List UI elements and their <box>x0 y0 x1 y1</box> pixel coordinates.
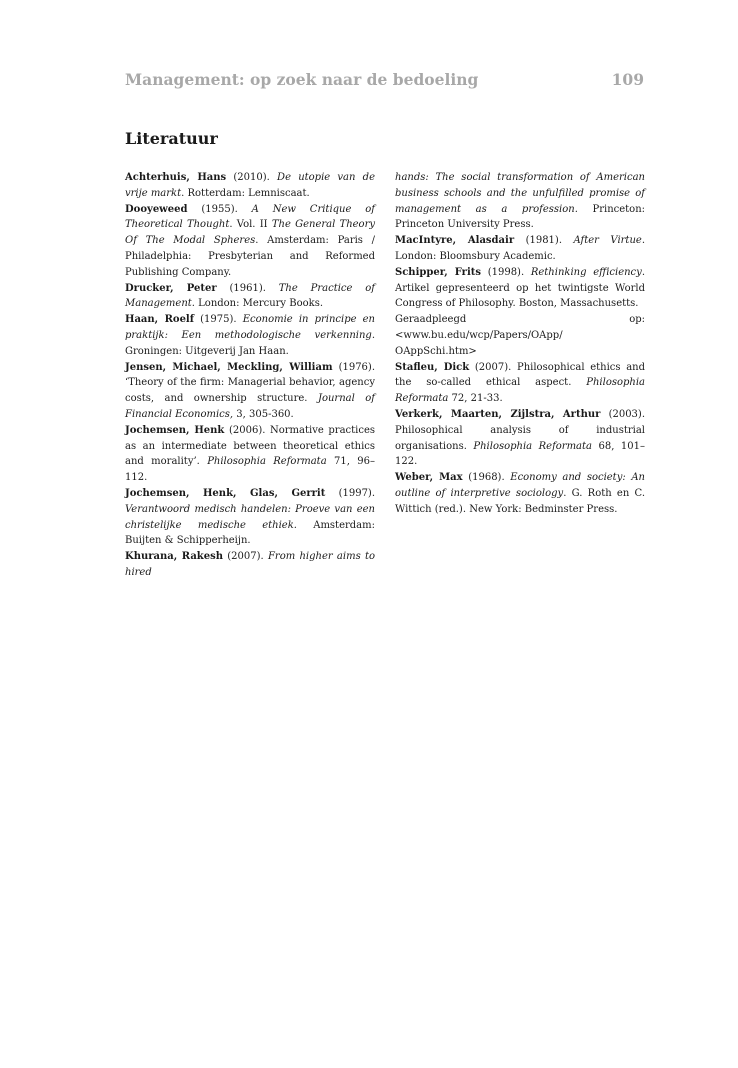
reference-text: . Amsterdam: Paris / Philadelphia: Presbyterian and Reformed Publishing Company. <box>125 235 376 278</box>
reference-title: De utopie van de vrije markt <box>125 172 375 199</box>
reference-text: (2003). Philosophical analysis of industrial organisations. <box>395 408 646 452</box>
reference-entry <box>125 312 375 359</box>
reference-text: (1975). <box>194 314 243 326</box>
reference-text: (1981). <box>514 235 574 247</box>
reference-text: (2006). Normative practices as an intermediate between theoretical ethics and morality’. <box>125 424 375 468</box>
reference-title: Philosophia Reformata <box>395 377 645 405</box>
reference-text: . G. Roth en C. Wittich (red.). New York: Bedminster Press. <box>395 487 646 515</box>
reference-author: Weber, Max <box>395 472 463 484</box>
reference-text: . London: Mercury Books. <box>191 298 324 310</box>
reference-text: 68, 101–122. <box>395 440 645 468</box>
reference-entry <box>395 360 645 407</box>
bibliography-column-right <box>395 170 645 518</box>
reference-title: Philosophia Reformata <box>473 440 592 452</box>
reference-author: Jochemsen, Henk <box>125 424 225 436</box>
reference-entry <box>395 470 645 517</box>
reference-author: Stafleu, Dick <box>395 361 470 373</box>
reference-entry <box>395 265 645 312</box>
reference-author: Haan, Roelf <box>125 314 195 326</box>
reference-text: . Princeton: Princeton University Press. <box>395 203 645 231</box>
reference-text: 72, 21-33. <box>448 393 503 405</box>
reference-author: Khurana, Rakesh <box>125 551 223 563</box>
reference-entry <box>125 281 375 313</box>
reference-author: MacIntyre, Alasdair <box>395 235 515 247</box>
reference-text: (2007). Philosophical ethics and the so-called ethical aspect. <box>395 361 645 389</box>
reference-entry <box>125 170 375 202</box>
reference-text: (1955). <box>187 203 252 215</box>
reference-title: After Virtue <box>573 235 642 247</box>
reference-title: Philosophia Reformata <box>207 456 327 468</box>
reference-title: hands: The social transformation of American business schools and the unfulfilled promise of management as a profession <box>395 172 645 215</box>
reference-title: Rethinking efficiency <box>530 266 642 278</box>
reference-text: Geraadpleegd op: <www.bu.edu/wcp/Papers/OApp/ OAppSchi.htm> <box>395 314 645 357</box>
reference-author: Achterhuis, Hans <box>125 172 227 183</box>
reference-title: The Practice of Management <box>125 282 375 310</box>
reference-text: (1998). <box>481 266 531 278</box>
reference-text: . London: Bloomsbury Academic. <box>395 235 645 262</box>
reference-author: Jensen, Michael, Meckling, William <box>125 361 333 373</box>
reference-title: Journal of Financial Economics, <box>125 393 375 420</box>
reference-text: (1961). <box>216 282 279 294</box>
reference-author: Schipper, Frits <box>395 266 481 278</box>
reference-title: Economie in principe en praktijk: Een methodologische verkenning <box>125 314 375 341</box>
reference-text: . Rotterdam: Lemniscaat. <box>181 187 310 199</box>
reference-text: . Vol. II <box>229 219 272 231</box>
reference-entry <box>125 549 375 581</box>
reference-text: (2010). <box>226 172 278 183</box>
reference-title: The General Theory Of The Modal Spheres <box>125 219 375 247</box>
reference-author: Verkerk, Maarten, Zijlstra, Arthur <box>395 408 601 420</box>
bibliography-column-left <box>125 170 375 581</box>
reference-entry <box>125 202 375 281</box>
reference-title: Verantwoord medisch handelen: Proeve van een christelijke medische ethiek <box>125 503 375 531</box>
reference-text: (1976). ‘Theory of the firm: Managerial behavior, agency costs, and ownership structure. <box>125 361 375 405</box>
reference-author: Dooyeweed <box>125 203 188 215</box>
section-title: Literatuur <box>125 129 218 148</box>
reference-text: (2007). <box>223 551 268 563</box>
reference-entry <box>125 486 375 549</box>
reference-entry <box>125 423 375 486</box>
reference-title: A New Critique of Theoretical Thought <box>125 203 375 231</box>
reference-title: From higher aims to hired <box>125 551 376 578</box>
reference-text: . Amsterdam: Buijten & Schipperheijn. <box>125 519 375 547</box>
reference-entry <box>395 407 645 470</box>
reference-entry <box>395 170 645 233</box>
reference-entry <box>395 233 645 265</box>
reference-text: 71, 96–112. <box>125 456 375 484</box>
reference-entry <box>395 312 645 359</box>
reference-text: 3, 305-360. <box>233 408 294 420</box>
reference-entry <box>125 360 375 423</box>
reference-author: Jochemsen, Henk, Glas, Gerrit <box>125 487 326 499</box>
reference-author: Drucker, Peter <box>125 282 217 294</box>
reference-text: (1968). <box>462 472 511 484</box>
page-number: 109 <box>611 70 644 89</box>
reference-text: . Groningen: Uitgeverij Jan Haan. <box>125 329 375 357</box>
reference-text: (1997). <box>325 487 376 499</box>
running-header <box>125 70 644 89</box>
reference-title: Economy and society: An outline of interpretive sociology <box>395 472 645 499</box>
reference-text: . Artikel gepresenteerd op het twintigste World Congress of Philosophy. Boston, Massachusetts. <box>395 266 645 310</box>
running-title: Management: op zoek naar de bedoeling <box>125 70 479 89</box>
